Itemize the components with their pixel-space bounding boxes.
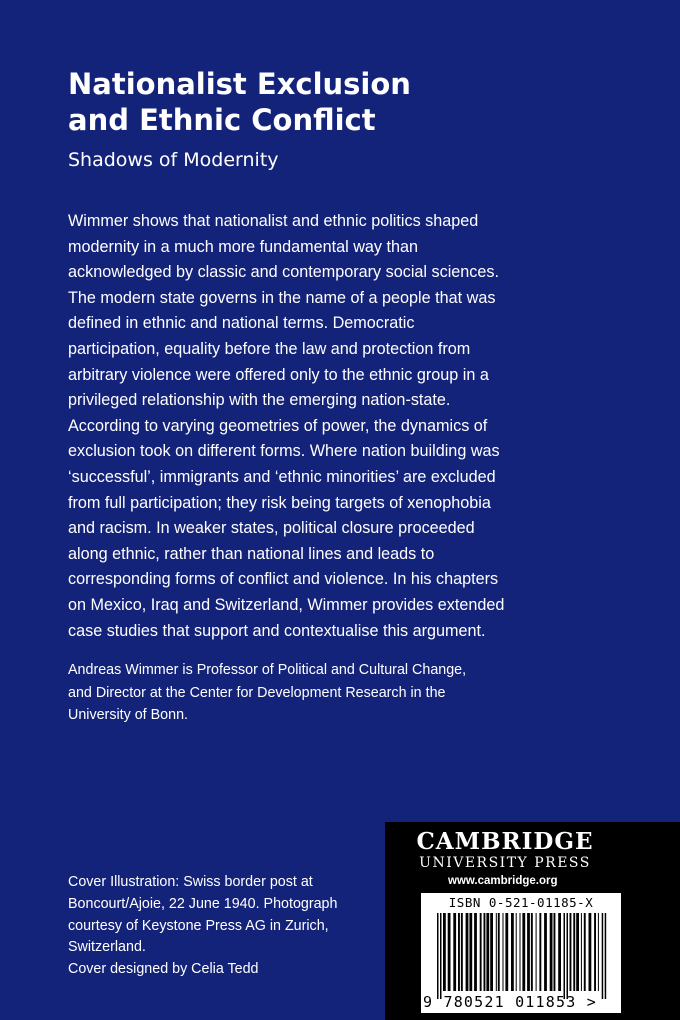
- barcode-box: [421, 893, 621, 1013]
- barcode-bar: [496, 913, 497, 991]
- blurb-line: along ethnic, rather than national lines and leads to: [68, 544, 435, 563]
- credits-line: Cover designed by Celia Tedd: [68, 961, 259, 978]
- blurb-line: on Mexico, Iraq and Switzerland, Wimmer provides extended: [68, 595, 505, 614]
- barcode-bar: [520, 913, 521, 991]
- barcode-bar: [589, 913, 592, 991]
- blurb-line: case studies that support and contextualise this argument.: [68, 621, 486, 640]
- blurb-line: ‘successful’, immigrants and ‘ethnic minorities’ are excluded: [68, 467, 496, 486]
- ean-digits: 9 780521 011853 >: [423, 993, 597, 1011]
- barcode-bar: [584, 913, 586, 991]
- barcode-bar: [490, 913, 493, 991]
- isbn-label: ISBN 0-521-01185-X: [448, 895, 594, 910]
- barcode-bar: [474, 913, 477, 991]
- barcode-bar: [550, 913, 553, 991]
- book-title: [68, 66, 628, 138]
- author-bio-line: Andreas Wimmer is Professor of Political and Cultural Change,: [68, 662, 467, 678]
- barcode-bar: [453, 913, 456, 991]
- barcode-bar: [594, 913, 596, 991]
- barcode-bar: [480, 913, 482, 991]
- book-subtitle: Shadows of Modernity: [68, 149, 279, 171]
- blurb-line: and racism. In weaker states, political closure proceeded: [68, 519, 475, 538]
- barcode-bar: [558, 913, 561, 991]
- book-title-line-1: Nationalist Exclusion: [68, 67, 411, 101]
- barcode-guard-bar: [440, 913, 442, 999]
- author-bio-line: University of Bonn.: [68, 707, 188, 723]
- credits-line: Switzerland.: [68, 939, 146, 956]
- cover-credits: [68, 872, 378, 981]
- blurb-line: The modern state governs in the name of a people that was: [68, 288, 496, 307]
- blurb-line: from full participation; they risk being targets of xenophobia: [68, 493, 491, 512]
- blurb-line: Wimmer shows that nationalist and ethnic politics shaped: [68, 212, 479, 230]
- barcode-bar: [486, 913, 489, 991]
- barcode-bar: [554, 913, 556, 991]
- barcode-bar: [516, 913, 517, 991]
- blurb-line: privileged relationship with the emerging nation-state.: [68, 391, 451, 410]
- publisher-subname: UNIVERSITY PRESS: [419, 855, 591, 871]
- credits-line: Cover Illustration: Swiss border post at: [68, 874, 313, 890]
- publisher-url: www.cambridge.org: [448, 875, 558, 887]
- barcode-bar: [544, 913, 547, 991]
- barcode-guard-bar: [605, 913, 607, 999]
- blurb-line: modernity in a much more fundamental way than: [68, 237, 419, 256]
- blurb-line: defined in ethnic and national terms. Democratic: [68, 314, 415, 333]
- barcode-bar: [531, 913, 533, 991]
- barcode-bar: [576, 913, 579, 991]
- credits-line: courtesy of Keystone Press AG in Zurich,: [68, 917, 329, 934]
- blurb-paragraph: [68, 209, 548, 644]
- blurb-line: exclusion took on different forms. Where nation building was: [68, 442, 500, 461]
- barcode-guard-bar: [567, 913, 569, 999]
- barcode-bar: [598, 913, 599, 991]
- author-bio-line: and Director at the Center for Development Research in the: [68, 684, 446, 701]
- barcode-bar: [573, 913, 575, 991]
- barcode-bar: [570, 913, 572, 991]
- barcode-bar: [466, 913, 469, 991]
- author-bio: [68, 659, 628, 727]
- barcode-bar: [469, 913, 472, 991]
- publisher-name: CAMBRIDGE: [416, 828, 594, 855]
- barcode-bar: [511, 913, 514, 991]
- barcode-bar: [448, 913, 451, 991]
- barcode-guard-bar: [437, 913, 439, 999]
- barcode-bar: [498, 913, 500, 991]
- credits-line: Boncourt/Ajoie, 22 June 1940. Photograph: [68, 895, 338, 912]
- barcode-bar: [536, 913, 537, 991]
- blurb-line: arbitrary violence were offered only to the ethnic group in a: [68, 365, 489, 384]
- barcode-guard-bar: [602, 913, 604, 999]
- book-title-line-2: and Ethnic Conflict: [68, 103, 376, 137]
- barcode-bar: [461, 913, 463, 991]
- barcode-bar: [522, 913, 525, 991]
- blurb-line: corresponding forms of conflict and violence. In his chapters: [68, 570, 499, 589]
- barcode-bar: [527, 913, 530, 991]
- blurb-line: According to varying geometries of power, the dynamics of: [68, 416, 488, 435]
- publisher-panel: [385, 822, 680, 1020]
- barcode-bar: [503, 913, 504, 991]
- barcode-bar: [505, 913, 508, 991]
- barcode-bar: [539, 913, 541, 991]
- blurb-line: acknowledged by classic and contemporary social sciences.: [68, 263, 499, 282]
- barcode-bar: [443, 913, 446, 991]
- barcode-guard-bar: [564, 913, 566, 999]
- barcode-bar: [484, 913, 486, 991]
- barcode-bar: [458, 913, 460, 991]
- barcode-bar: [581, 913, 582, 991]
- blurb-line: participation, equality before the law and protection from: [68, 339, 471, 358]
